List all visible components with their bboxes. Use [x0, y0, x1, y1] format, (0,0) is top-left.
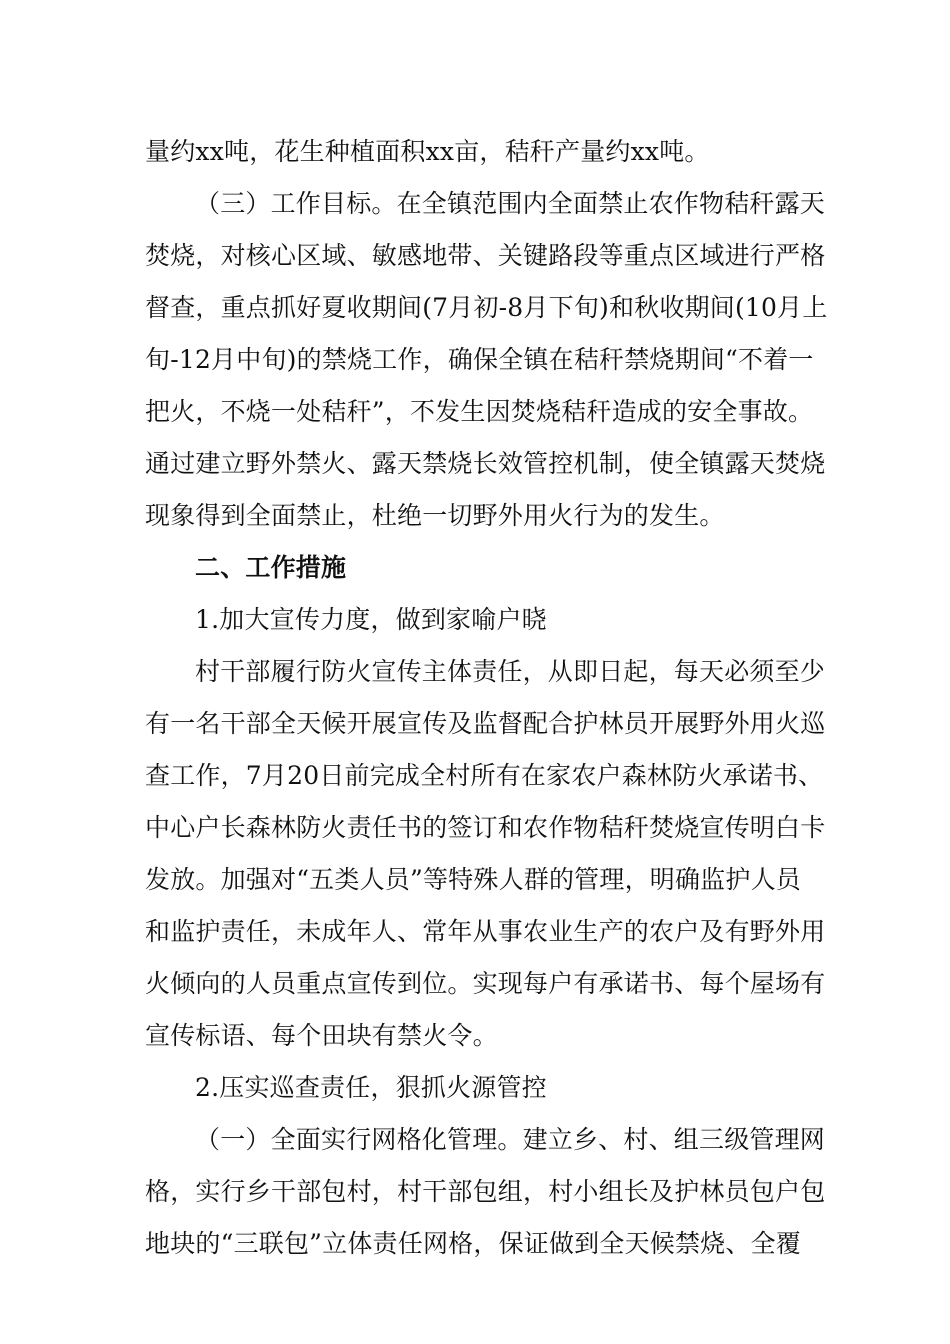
paragraph-line: 村干部履行防火宣传主体责任，从即日起，每天必须至少 [195, 657, 826, 686]
paragraph-line: （一）全面实行网格化管理。建立乡、村、组三级管理网 [195, 1125, 826, 1154]
paragraph-line: 现象得到全面禁止，杜绝一切野外用火行为的发生。 [145, 501, 725, 530]
paragraph-line: 通过建立野外禁火、露天禁烧长效管控机制，使全镇露天焚烧 [145, 449, 826, 478]
paragraph-line: 有一名干部全天候开展宣传及监督配合护林员开展野外用火巡 [145, 709, 826, 738]
paragraph-line: 格，实行乡干部包村，村干部包组，村小组长及护林员包户包 [145, 1177, 826, 1206]
paragraph-line: 发放。加强对“五类人员”等特殊人群的管理，明确监护人员 [145, 865, 801, 894]
subsection-heading: 1.加大宣传力度，做到家喻户晓 [195, 605, 547, 634]
paragraph-line: 中心户长森林防火责任书的签订和农作物秸秆焚烧宣传明白卡 [145, 813, 826, 842]
document-body [145, 126, 828, 1270]
paragraph-line: 把火，不烧一处秸秆”，不发生因焚烧秸秆造成的安全事故。 [145, 397, 814, 426]
paragraph-line: 旬-12月中旬)的禁烧工作，确保全镇在秸秆禁烧期间“不着一 [145, 345, 814, 374]
paragraph-line: 宣传标语、每个田块有禁火令。 [145, 1021, 498, 1050]
paragraph-line: 量约xx吨，花生种植面积xx亩，秸秆产量约xx吨。 [145, 137, 710, 166]
paragraph-line: 查工作，7月20日前完成全村所有在家农户森林防火承诺书、 [145, 761, 824, 790]
paragraph-line: 和监护责任，未成年人、常年从事农业生产的农户及有野外用 [145, 917, 826, 946]
section-heading: 二、工作措施 [195, 553, 347, 582]
paragraph-line: （三）工作目标。在全镇范围内全面禁止农作物秸秆露天 [195, 189, 826, 218]
paragraph-line: 火倾向的人员重点宣传到位。实现每户有承诺书、每个屋场有 [145, 969, 826, 998]
paragraph-line: 督查，重点抓好夏收期间(7月初-8月下旬)和秋收期间(10月上 [145, 293, 828, 322]
paragraph-line: 焚烧，对核心区域、敏感地带、关键路段等重点区域进行严格 [145, 241, 826, 270]
paragraph-line: 地块的“三联包”立体责任网格，保证做到全天候禁烧、全覆 [145, 1229, 801, 1258]
subsection-heading: 2.压实巡查责任，狠抓火源管控 [195, 1073, 547, 1102]
